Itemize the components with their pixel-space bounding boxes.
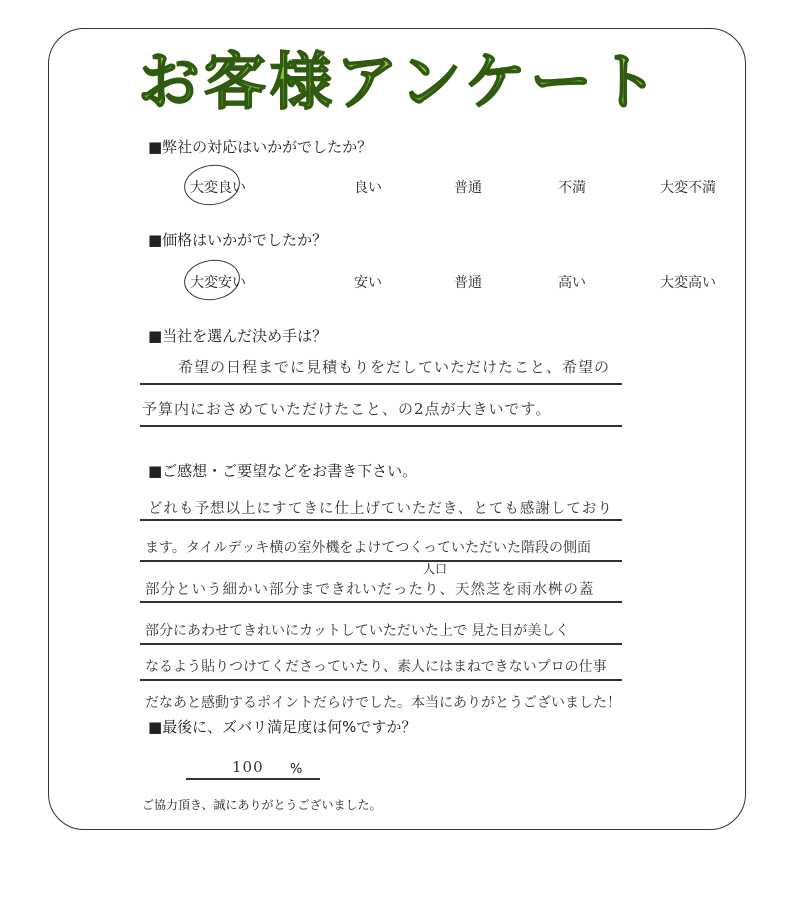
- option-very-cheap[interactable]: 大変安い: [190, 272, 246, 292]
- rule-line: [140, 519, 622, 521]
- option-very-dissatisfied[interactable]: 大変不満: [660, 180, 716, 196]
- rule-line: [140, 425, 622, 427]
- answer-line: 予算内におさめていただけたこと、の2点が大きいです。: [142, 400, 552, 418]
- rule-line: [140, 601, 622, 603]
- option-normal[interactable]: 普通: [454, 275, 482, 291]
- option-very-expensive[interactable]: 大変高い: [660, 275, 716, 291]
- comment-line: ます。タイルデッキ横の室外機をよけてつくっていただいた階段の側面: [145, 540, 592, 556]
- rule-line: [140, 560, 622, 562]
- rule-line: [140, 679, 622, 681]
- comment-line: 部分という細かい部分まできれいだったり、天然芝を雨水桝の蓋: [145, 582, 595, 598]
- price-options: [190, 272, 716, 292]
- inserted-correction: 人口: [423, 562, 448, 576]
- rule-line: [186, 778, 320, 780]
- question-reason: ■当社を選んだ決め手は？: [148, 327, 328, 345]
- comment-line: どれも予想以上にすてきに仕上げていただき、とても感謝しており: [148, 501, 613, 517]
- option-very-good[interactable]: 大変良い: [190, 177, 246, 197]
- comment-line: 部分にあわせてきれいにカットしていただいた上で 見た目が美しく: [145, 623, 570, 639]
- option-cheap[interactable]: 安い: [354, 275, 382, 291]
- rule-line: [140, 383, 622, 385]
- question-satisfaction: ■最後に、ズバリ満足度は何%ですか？: [148, 718, 417, 736]
- option-normal[interactable]: 普通: [454, 180, 482, 196]
- survey-title: お客様アンケート: [0, 32, 800, 121]
- option-dissatisfied[interactable]: 不満: [558, 180, 586, 196]
- satisfaction-value: 100: [232, 758, 264, 776]
- service-options: [190, 177, 716, 197]
- rule-line: [140, 643, 622, 645]
- question-comments: ■ご感想・ご要望などをお書き下さい。: [148, 462, 418, 480]
- comment-line: だなあと感動するポイントだらけでした。本当にありがとうございました！: [145, 695, 621, 711]
- question-service: ■弊社の対応はいかがでしたか？: [148, 138, 373, 156]
- answer-line: 希望の日程までに見積もりをだしていただけたこと、希望の: [178, 358, 611, 376]
- thank-you-footer: ご協力頂き、誠にありがとうございました。: [142, 798, 382, 812]
- percent-unit: %: [290, 762, 303, 777]
- comment-line: なるよう貼りつけてくださっていたり、素人にはまねできないプロの仕事: [145, 659, 607, 675]
- option-expensive[interactable]: 高い: [558, 275, 586, 291]
- question-price: ■価格はいかがでしたか？: [148, 231, 328, 249]
- option-good[interactable]: 良い: [354, 180, 382, 196]
